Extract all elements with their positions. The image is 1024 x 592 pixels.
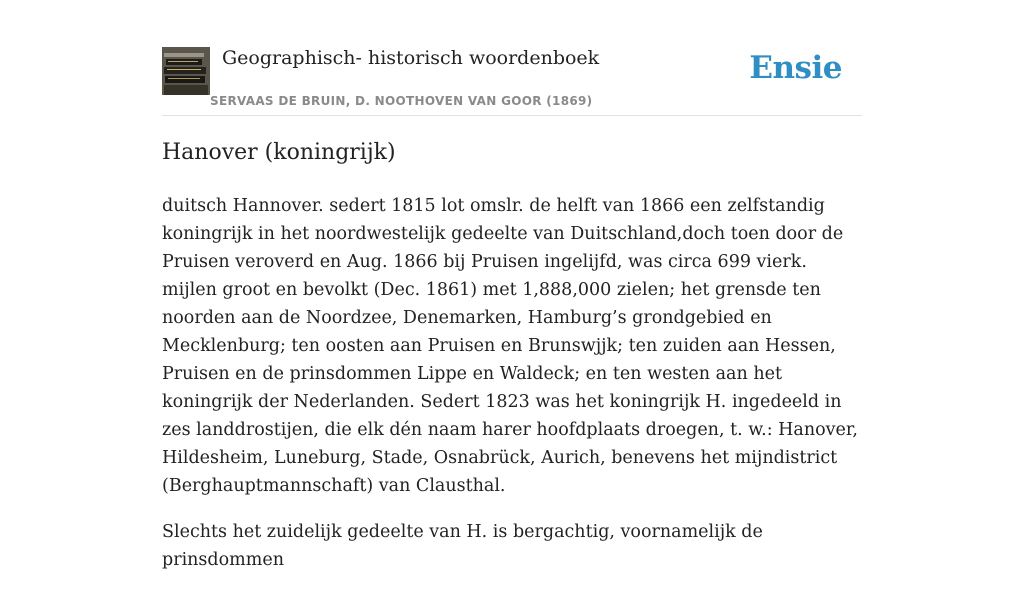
book-authors: SERVAAS DE BRUIN, D. NOOTHOVEN VAN GOOR (1869) bbox=[210, 94, 593, 108]
entry-content bbox=[162, 192, 862, 592]
entry-paragraph: Slechts het zuidelijk gedeelte van H. is bergachtig, voornamelijk de prinsdommen bbox=[162, 522, 763, 570]
book-title[interactable]: Geographisch- historisch woordenboek bbox=[222, 47, 600, 69]
books-icon bbox=[162, 47, 210, 95]
header bbox=[162, 40, 862, 116]
entry-paragraph: duitsch Hannover. sedert 1815 lot omslr. de helft van 1866 een zelfstandig koningrijk in het noordwestelijk gedeelte van Duitschland,doch toen door de Pruisen veroverd en Aug. 1866 bij Pruisen ingelijfd, was circa 699 vierk. mijlen groot en bevolkt (Dec. 1861) met 1,888,000 zielen; het grensde ten noorden aan de Noordzee, Denemarken, Hamburg’s grondgebied en Mecklenburg; ten oosten aan Pruisen en Brunswjjk; ten zuiden aan Hessen, Pruisen en de prinsdommen Lippe en Waldeck; en ten westen aan het koningrijk der Nederlanden. Sedert 1823 was het koningrijk H. ingedeeld in zes landdrostijen, die elk dén naam harer hoofdplaats droegen, t. w.: Hanover, Hildesheim, Luneburg, Stade, Osnabrück, Aurich, benevens het mijndistrict (Berghauptmannschaft) van Clausthal. bbox=[162, 196, 858, 496]
entry-title: Hanover (koningrijk) bbox=[162, 140, 396, 165]
brand-logo[interactable]: Ensie bbox=[749, 50, 842, 86]
